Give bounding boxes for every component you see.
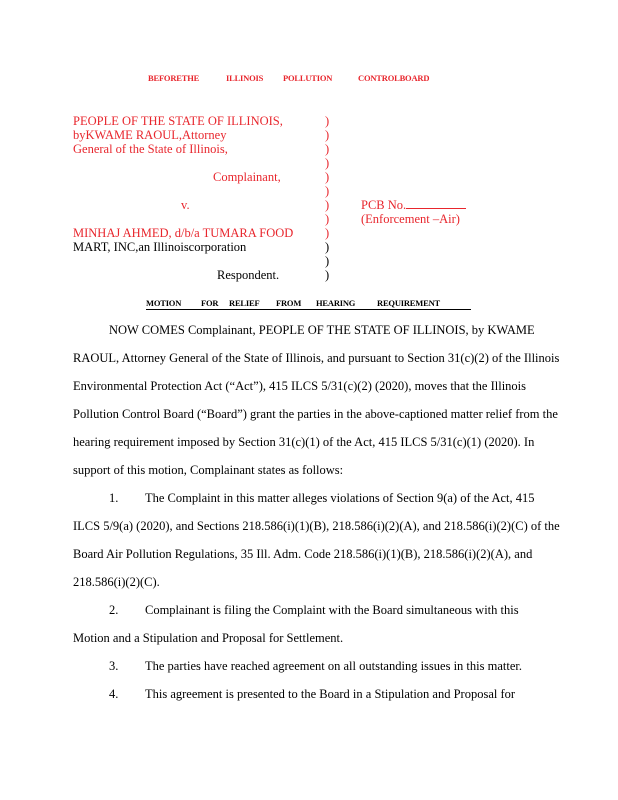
body-line: Pollution Control Board (“Board”) grant the parties in the above-captioned matter relief from the xyxy=(73,407,558,421)
body-line: Motion and a Stipulation and Proposal for Settlement. xyxy=(73,631,344,645)
body-line: Environmental Protection Act (“Act”), 415 ILCS 5/31(c)(2) (2020), moves that the Illinois xyxy=(73,379,527,393)
caption-paren: ) xyxy=(325,170,330,184)
motion-title-word: REQUIREMENT xyxy=(377,298,440,308)
motion-title-word: FROM xyxy=(276,298,302,308)
pcb-number-label: PCB No. xyxy=(361,198,466,213)
caption-paren: ) xyxy=(325,254,330,268)
motion-title-word: FOR xyxy=(201,298,219,308)
caption-paren: ) xyxy=(325,198,330,212)
caption-paren: ) xyxy=(325,156,330,170)
caption-paren: ) xyxy=(325,128,330,142)
caption-versus: v. xyxy=(181,198,190,212)
caption-defendant-line: MART, INC,an Illinoiscorporation xyxy=(73,240,247,254)
pcb-number-blank xyxy=(406,198,466,209)
paragraph-number: 1. xyxy=(109,491,119,505)
body-line: support of this motion, Complainant states as follows: xyxy=(73,463,344,477)
caption-paren: ) xyxy=(325,114,330,128)
body-line: Complainant is filing the Complaint with the Board simultaneous with this xyxy=(145,603,519,617)
body-line: 218.586(i)(2)(C). xyxy=(73,575,160,589)
caption-complainant: Complainant, xyxy=(213,170,281,184)
caption-plaintiff-line: General of the State of Illinois, xyxy=(73,142,228,156)
paragraph-number: 2. xyxy=(109,603,119,617)
body-line: This agreement is presented to the Board in a Stipulation and Proposal for xyxy=(145,687,516,701)
body-line: ILCS 5/9(a) (2020), and Sections 218.586(i)(1)(B), 218.586(i)(2)(A), and 218.586(i)(2)(C) of the xyxy=(73,519,560,533)
court-header-word: ILLINOIS xyxy=(226,73,264,83)
caption-defendant-line: MINHAJ AHMED, d/b/a TUMARA FOOD xyxy=(73,226,294,240)
body-line: hearing requirement imposed by Section 31(c)(1) of the Act, 415 ILCS 5/31(c)(1) (2020). In xyxy=(73,435,535,449)
caption-plaintiff-line: PEOPLE OF THE STATE OF ILLINOIS, xyxy=(73,114,283,128)
caption-paren: ) xyxy=(325,212,330,226)
caption-paren: ) xyxy=(325,142,330,156)
body-line: The parties have reached agreement on all outstanding issues in this matter. xyxy=(145,659,522,673)
paragraph-number: 3. xyxy=(109,659,119,673)
body-line: RAOUL, Attorney General of the State of Illinois, and pursuant to Section 31(c)(2) of the Illinois xyxy=(73,351,560,365)
court-header-word: CONTROLBOARD xyxy=(358,73,430,83)
caption-plaintiff-line: byKWAME RAOUL,Attorney xyxy=(73,128,227,142)
caption-paren: ) xyxy=(325,226,330,240)
motion-title-underline xyxy=(146,309,471,310)
enforcement-type: (Enforcement –Air) xyxy=(361,212,460,226)
body-line: Board Air Pollution Regulations, 35 Ill. Adm. Code 218.586(i)(1)(B), 218.586(i)(2)(A), and xyxy=(73,547,533,561)
caption-paren: ) xyxy=(325,240,330,254)
motion-title-word: HEARING xyxy=(316,298,356,308)
body-line: The Complaint in this matter alleges violations of Section 9(a) of the Act, 415 xyxy=(145,491,535,505)
body-line: NOW COMES Complainant, PEOPLE OF THE STATE OF ILLINOIS, by KWAME xyxy=(109,323,535,337)
caption-respondent: Respondent. xyxy=(217,268,280,282)
caption-paren: ) xyxy=(325,184,330,198)
court-header-word: POLLUTION xyxy=(283,73,333,83)
paragraph-number: 4. xyxy=(109,687,119,701)
court-header-word: BEFORETHE xyxy=(148,73,200,83)
motion-title-word: MOTION xyxy=(146,298,182,308)
caption-paren: ) xyxy=(325,268,330,282)
motion-title-word: RELIEF xyxy=(229,298,260,308)
